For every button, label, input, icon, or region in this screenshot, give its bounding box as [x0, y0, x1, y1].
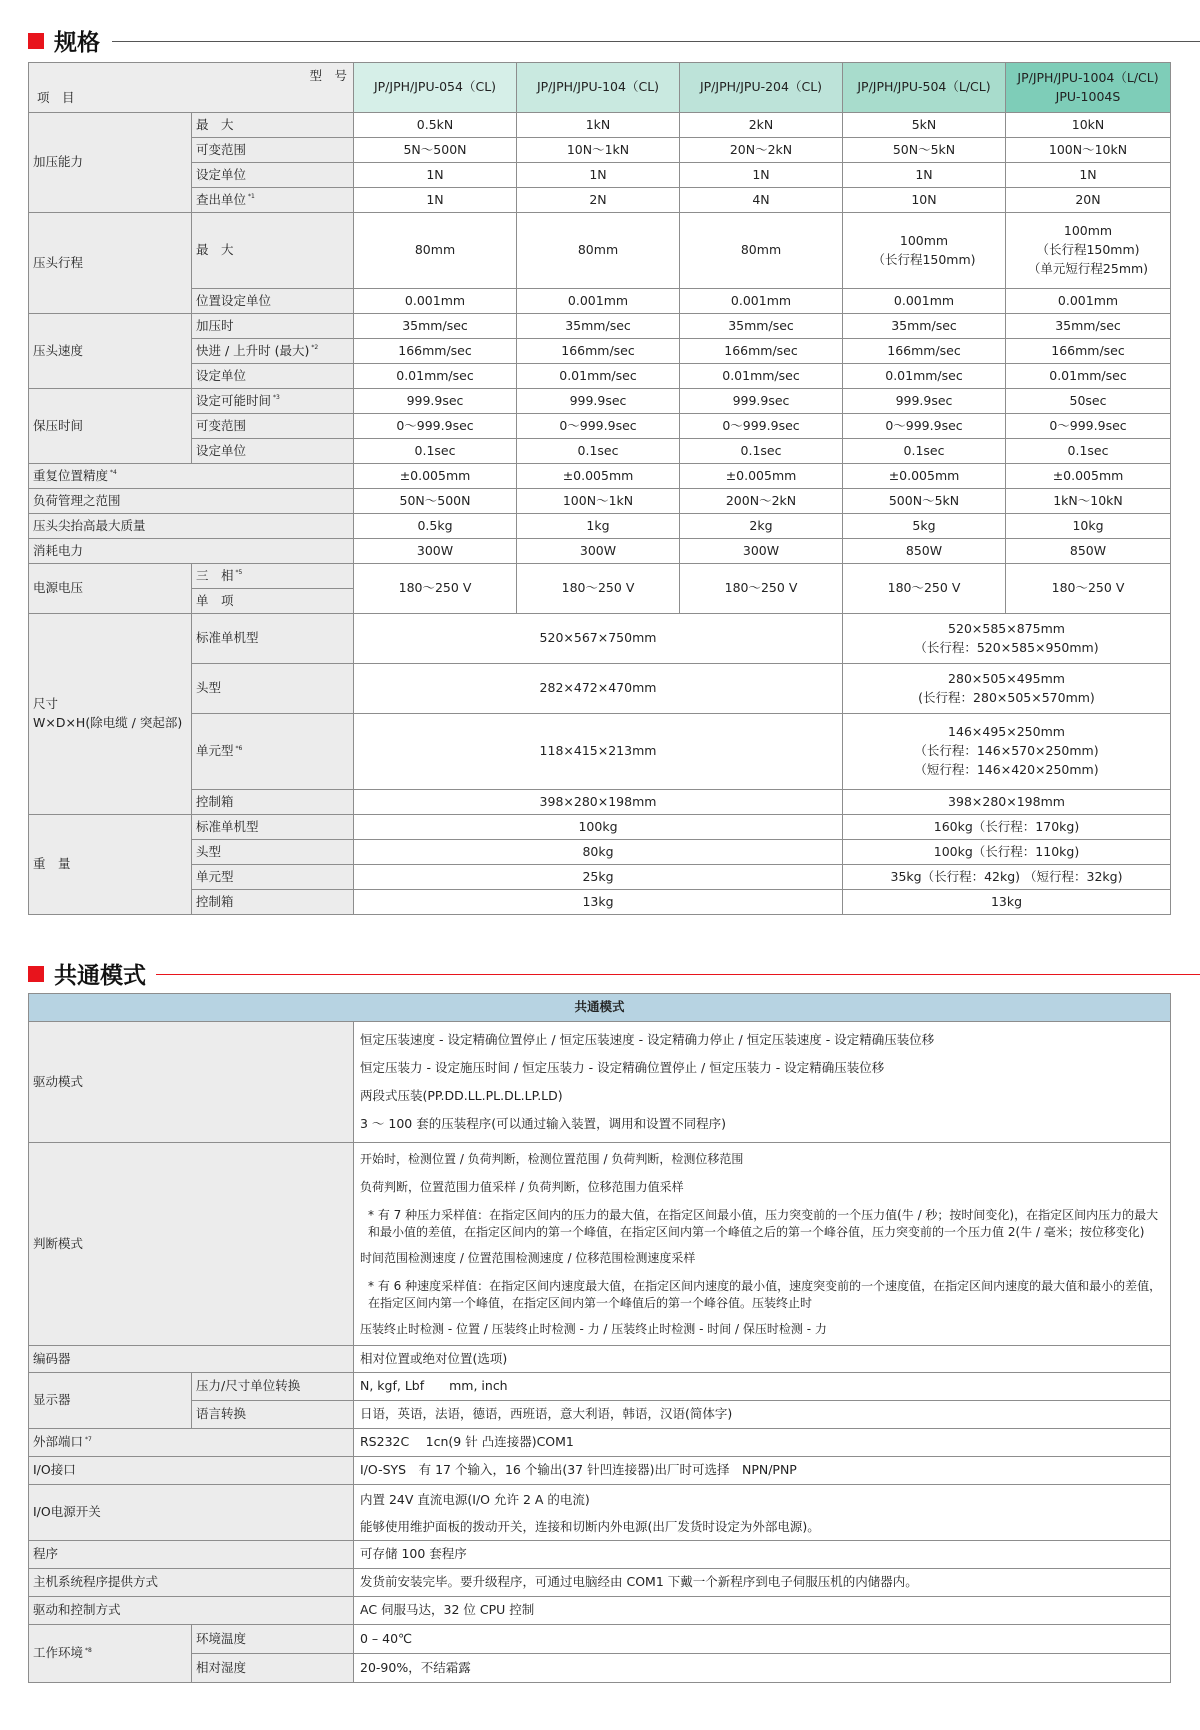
- row-group-hold: 保压时间: [29, 389, 192, 464]
- cell: 166mm/sec: [680, 339, 843, 364]
- row-group-pressure: 加压能力: [29, 113, 192, 213]
- cell: 10N: [843, 188, 1006, 213]
- cell: 25kg: [354, 865, 843, 890]
- cell: 10N～1kN: [517, 138, 680, 163]
- cell: 0.5kg: [354, 514, 517, 539]
- cell: 1N: [517, 163, 680, 188]
- cell: 1N: [354, 163, 517, 188]
- cell: 300W: [680, 539, 843, 564]
- common-section-title: 共通模式: [54, 963, 146, 989]
- row-label: 控制箱: [192, 890, 354, 915]
- cell: 35mm/sec: [1006, 314, 1171, 339]
- cell: 0～999.9sec: [843, 414, 1006, 439]
- cell: 80mm: [517, 213, 680, 289]
- cell: 999.9sec: [680, 389, 843, 414]
- cell: 166mm/sec: [354, 339, 517, 364]
- cell: 180～250 V: [680, 564, 843, 614]
- red-square-icon: [28, 33, 44, 49]
- cell: 0.1sec: [517, 439, 680, 464]
- cell: 35mm/sec: [354, 314, 517, 339]
- cell: 520×567×750mm: [354, 614, 843, 664]
- common-section-header: [28, 957, 1200, 990]
- cell: 166mm/sec: [843, 339, 1006, 364]
- cell-unit-switch: N, kgf, Lbf mm, inch: [354, 1373, 1171, 1401]
- footnote-mark: *4: [110, 469, 117, 477]
- row-label: 最 大: [192, 113, 354, 138]
- row-label-control: 驱动和控制方式: [29, 1597, 354, 1625]
- cell: 180～250 V: [1006, 564, 1171, 614]
- cell: ±0.005mm: [1006, 464, 1171, 489]
- cell: 80kg: [354, 840, 843, 865]
- cell: 50sec: [1006, 389, 1171, 414]
- cell: 166mm/sec: [517, 339, 680, 364]
- spec-table: [28, 62, 1171, 915]
- row-group-voltage: 电源电压: [29, 564, 192, 614]
- cell: ±0.005mm: [843, 464, 1006, 489]
- row-label: 可变范围: [192, 414, 354, 439]
- cell: 1kN～10kN: [1006, 489, 1171, 514]
- model-header-104: JP/JPH/JPU-104（CL): [517, 63, 680, 113]
- cell: 0.01mm/sec: [354, 364, 517, 389]
- row-label-judge: 判断模式: [29, 1143, 354, 1346]
- cell-program: 可存储 100 套程序: [354, 1541, 1171, 1569]
- cell-encoder: 相对位置或绝对位置(选项): [354, 1346, 1171, 1373]
- cell: 0.001mm: [354, 289, 517, 314]
- row-label: 设定单位: [192, 163, 354, 188]
- cell: 50N～5kN: [843, 138, 1006, 163]
- row-label: 单元型: [192, 865, 354, 890]
- common-table-header: 共通模式: [29, 994, 1171, 1022]
- row-group-size: 尺寸 W×D×H(除电缆 / 突起部): [29, 614, 192, 815]
- row-label: 查出单位 $^{*1}$: [192, 188, 354, 213]
- red-square-icon: [28, 966, 44, 982]
- footnote-mark: *3: [273, 394, 280, 402]
- cell: 4N: [680, 188, 843, 213]
- row-label: 设定单位: [192, 364, 354, 389]
- cell-drive: 恒定压装速度 - 设定精确位置停止 / 恒定压装速度 - 设定精确力停止 / 恒定压装速度 - 设定精确压装位移 恒定压装力 - 设定施压时间 / 恒定压装力 - 设定精确位置停止 / 恒定压装力 - 设定精确压装位移 两段式压装(PP.DD.LL.PL.DL.LP.LD) 3 ～ 100 套的压装程序(可以通过输入装置，调用和设置不同程序): [354, 1022, 1171, 1143]
- footnote-mark: *6: [235, 744, 243, 752]
- header-item-label: 项 目: [37, 90, 75, 106]
- cell: 0.01mm/sec: [843, 364, 1006, 389]
- row-label-io-power: I/O电源开关: [29, 1485, 354, 1541]
- cell: 1kg: [517, 514, 680, 539]
- cell: ±0.005mm: [680, 464, 843, 489]
- cell: 35mm/sec: [517, 314, 680, 339]
- cell: ±0.005mm: [517, 464, 680, 489]
- cell: 20N～2kN: [680, 138, 843, 163]
- row-label-host: 主机系统程序提供方式: [29, 1569, 354, 1597]
- row-label: 头型: [192, 840, 354, 865]
- row-label: 压力/尺寸单位转换: [192, 1373, 354, 1401]
- row-label: 最 大: [192, 213, 354, 289]
- cell: 35mm/sec: [680, 314, 843, 339]
- cell-humidity: 20-90%，不结霜露: [354, 1654, 1171, 1683]
- cell: 0.1sec: [680, 439, 843, 464]
- cell: 2kN: [680, 113, 843, 138]
- cell: 1N: [1006, 163, 1171, 188]
- cell: 100mm （长行程150mm): [843, 213, 1006, 289]
- row-label-display: 显示器: [29, 1373, 192, 1429]
- cell: 0～999.9sec: [680, 414, 843, 439]
- cell: 35mm/sec: [843, 314, 1006, 339]
- cell: 1N: [680, 163, 843, 188]
- cell: 80mm: [354, 213, 517, 289]
- footnote-mark: *1: [248, 193, 255, 201]
- cell: 180～250 V: [843, 564, 1006, 614]
- model-header-204: JP/JPH/JPU-204（CL): [680, 63, 843, 113]
- cell: 0.1sec: [1006, 439, 1171, 464]
- row-label: 单 项: [192, 589, 354, 614]
- cell-io: I/O-SYS 有 17 个输入，16 个输出(37 针凹连接器)出厂时可选择 NPN/PNP: [354, 1457, 1171, 1485]
- cell-temperature: 0 – 40℃: [354, 1625, 1171, 1654]
- section-divider: [156, 974, 1200, 975]
- row-label: 加压时: [192, 314, 354, 339]
- row-label: 标准单机型: [192, 815, 354, 840]
- cell: 0～999.9sec: [517, 414, 680, 439]
- row-label: 头型: [192, 664, 354, 714]
- cell: 0～999.9sec: [1006, 414, 1171, 439]
- section-divider: [112, 41, 1200, 42]
- row-label: 设定可能时间 $^{*3}$: [192, 389, 354, 414]
- cell: 0～999.9sec: [354, 414, 517, 439]
- cell: 520×585×875mm （长行程：520×585×950mm): [843, 614, 1171, 664]
- row-group-weight: 重 量: [29, 815, 192, 915]
- cell: 5kg: [843, 514, 1006, 539]
- cell: 0.1sec: [354, 439, 517, 464]
- row-label-io: I/O接口: [29, 1457, 354, 1485]
- cell: 1N: [843, 163, 1006, 188]
- row-label: 相对湿度: [192, 1654, 354, 1683]
- cell: 100kg: [354, 815, 843, 840]
- cell: 10kg: [1006, 514, 1171, 539]
- cell: 50N～500N: [354, 489, 517, 514]
- cell: 999.9sec: [843, 389, 1006, 414]
- header-model-label: 型 号: [309, 68, 347, 83]
- cell: 100kg（长行程：110kg): [843, 840, 1171, 865]
- cell: 398×280×198mm: [354, 790, 843, 815]
- model-header-504: JP/JPH/JPU-504（L/CL): [843, 63, 1006, 113]
- cell: 0.001mm: [680, 289, 843, 314]
- row-label-power-consumption: 消耗电力: [29, 539, 354, 564]
- spec-section-header: [28, 24, 1200, 57]
- row-group-stroke: 压头行程: [29, 213, 192, 314]
- row-label: 位置设定单位: [192, 289, 354, 314]
- spec-section-title: 规格: [54, 30, 100, 56]
- row-label-repeat-accuracy: 重复位置精度 $^{*4}$: [29, 464, 354, 489]
- cell: 850W: [1006, 539, 1171, 564]
- row-label-env: 工作环境 $^{*8}$: [29, 1625, 192, 1683]
- cell: 500N～5kN: [843, 489, 1006, 514]
- cell: 35kg（长行程：42kg) （短行程：32kg): [843, 865, 1171, 890]
- common-mode-table: [28, 993, 1171, 1683]
- row-label: 设定单位: [192, 439, 354, 464]
- cell: 0.001mm: [843, 289, 1006, 314]
- cell: 0.001mm: [1006, 289, 1171, 314]
- row-label: 快进 / 上升时 (最大) $^{*2}$: [192, 339, 354, 364]
- cell: 1kN: [517, 113, 680, 138]
- cell: 5N～500N: [354, 138, 517, 163]
- row-label-program: 程序: [29, 1541, 354, 1569]
- cell-io-power: 内置 24V 直流电源(I/O 允许 2 A 的电流) 能够使用维护面板的拨动开关，连接和切断内外电源(出厂发货时设定为外部电源)。: [354, 1485, 1171, 1541]
- row-label: 语言转换: [192, 1401, 354, 1429]
- cell: 100mm （长行程150mm) （单元短行程25mm): [1006, 213, 1171, 289]
- cell: 0.001mm: [517, 289, 680, 314]
- row-label: 标准单机型: [192, 614, 354, 664]
- cell: 20N: [1006, 188, 1171, 213]
- row-label-drive: 驱动模式: [29, 1022, 354, 1143]
- row-label-ext-port: 外部端口 $^{*7}$: [29, 1429, 354, 1457]
- cell: ±0.005mm: [354, 464, 517, 489]
- cell: 999.9sec: [354, 389, 517, 414]
- cell: 180～250 V: [354, 564, 517, 614]
- model-header-1004: JP/JPH/JPU-1004（L/CL) JPU-1004S: [1006, 63, 1171, 113]
- cell: 300W: [354, 539, 517, 564]
- cell-control: AC 伺服马达，32 位 CPU 控制: [354, 1597, 1171, 1625]
- cell: 100N～10kN: [1006, 138, 1171, 163]
- cell: 180～250 V: [517, 564, 680, 614]
- row-label: 可变范围: [192, 138, 354, 163]
- cell: 166mm/sec: [1006, 339, 1171, 364]
- cell: 2kg: [680, 514, 843, 539]
- cell: 13kg: [843, 890, 1171, 915]
- cell: 0.01mm/sec: [680, 364, 843, 389]
- footnote-mark: *2: [311, 344, 319, 352]
- cell: 1N: [354, 188, 517, 213]
- cell: 282×472×470mm: [354, 664, 843, 714]
- footnote-mark: *8: [85, 1646, 92, 1654]
- cell: 300W: [517, 539, 680, 564]
- cell-language: 日语，英语，法语，德语，西班语，意大利语，韩语，汉语(简体字): [354, 1401, 1171, 1429]
- row-group-speed: 压头速度: [29, 314, 192, 389]
- cell: 160kg（长行程：170kg): [843, 815, 1171, 840]
- cell-host: 发货前安装完毕。要升级程序，可通过电脑经由 COM1 下戴一个新程序到电子伺服压机的内储器内。: [354, 1569, 1171, 1597]
- cell: 280×505×495mm (长行程：280×505×570mm): [843, 664, 1171, 714]
- header-corner: [29, 63, 354, 113]
- cell: 5kN: [843, 113, 1006, 138]
- row-label-load-range: 负荷管理之范围: [29, 489, 354, 514]
- cell: 398×280×198mm: [843, 790, 1171, 815]
- cell: 850W: [843, 539, 1006, 564]
- cell: 0.01mm/sec: [1006, 364, 1171, 389]
- cell-ext-port: RS232C 1cn(9 针 凸连接器)COM1: [354, 1429, 1171, 1457]
- row-label: 环境温度: [192, 1625, 354, 1654]
- cell: 2N: [517, 188, 680, 213]
- cell: 200N～2kN: [680, 489, 843, 514]
- footnote-mark: *7: [85, 1435, 92, 1443]
- footnote-mark: *5: [235, 569, 243, 577]
- cell: 118×415×213mm: [354, 714, 843, 790]
- cell: 13kg: [354, 890, 843, 915]
- cell: 80mm: [680, 213, 843, 289]
- cell: 0.5kN: [354, 113, 517, 138]
- cell: 146×495×250mm （长行程：146×570×250mm) （短行程：146×420×250mm): [843, 714, 1171, 790]
- row-label: 控制箱: [192, 790, 354, 815]
- row-label-encoder: 编码器: [29, 1346, 354, 1373]
- cell: 10kN: [1006, 113, 1171, 138]
- model-header-054: JP/JPH/JPU-054（CL): [354, 63, 517, 113]
- cell: 999.9sec: [517, 389, 680, 414]
- cell-judge: 开始时，检测位置 / 负荷判断，检测位置范围 / 负荷判断，检测位移范围 负荷判断，位置范围力值采样 / 负荷判断，位移范围力值采样 * 有 7 种压力采样值：在指定区间内的压力的最大值，在指定区间最小值，压力突变前的一个压力值(牛 / 秒；按时间变化)，在指定区间内压力的最大和最小值的差值，在指定区间内的第一个峰值，在指定区间内第一个峰值之后的第一个峰谷值，压力突变前的一个压力值 2(牛 / 毫米；按位移变化) 时间范围检测速度 / 位置范围检测速度 / 位移范围检测速度采样 * 有 6 种速度采样值：在指定区间内速度最大值，在指定区间内速度的最小值，速度突变前的一个速度值，在指定区间内速度的最大值和最小的差值，在指定区间内第一个峰值，在指定区间内第一个峰值后的第一个峰谷值。压装终止时 压装终止时检测 - 位置 / 压装终止时检测 - 力 / 压装终止时检测 - 时间 / 保压时检测 - 力: [354, 1143, 1171, 1346]
- cell: 100N～1kN: [517, 489, 680, 514]
- cell: 0.1sec: [843, 439, 1006, 464]
- row-label: 单元型 $^{*6}$: [192, 714, 354, 790]
- row-label-max-mass: 压头尖抬高最大质量: [29, 514, 354, 539]
- row-label: 三 相 $^{*5}$: [192, 564, 354, 589]
- cell: 0.01mm/sec: [517, 364, 680, 389]
